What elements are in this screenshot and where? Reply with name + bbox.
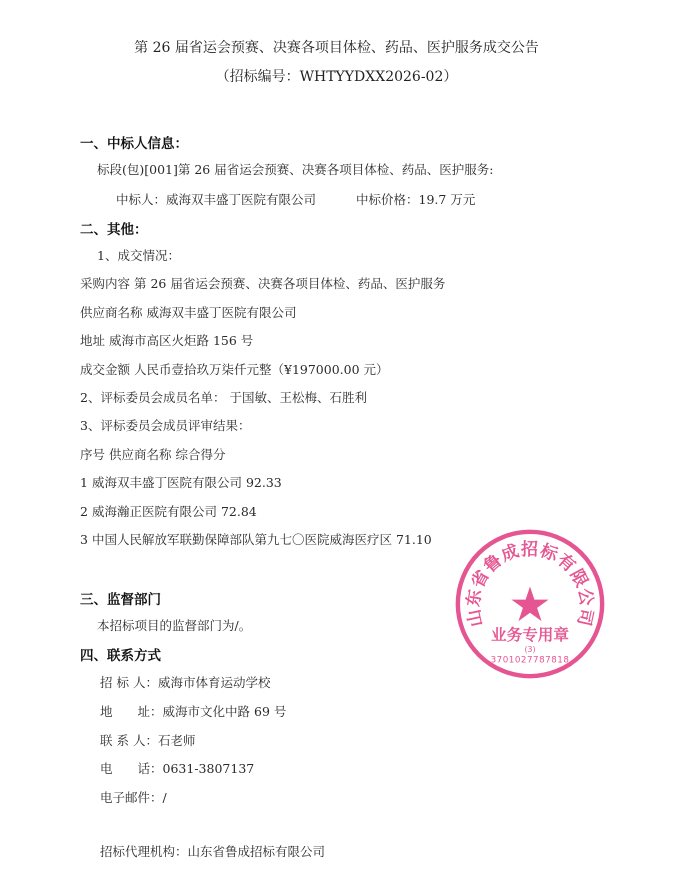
- supplier-address: 地址 威海市高区火炬路 156 号: [80, 333, 254, 348]
- table-row: 3 中国人民解放军联勤保障部队第九七〇医院威海医疗区 71.10: [80, 532, 432, 547]
- section1-heading: 一、中标人信息：: [80, 136, 188, 152]
- contact-phone: 电 话：0631-3807137: [100, 761, 255, 776]
- seal-subtext: 业务专用章: [491, 626, 569, 645]
- document-title: 第 26 届省运会预赛、决赛各项目体检、药品、医护服务成交公告: [134, 40, 539, 56]
- contact-address: 地 址：威海市文化中路 69 号: [100, 704, 287, 719]
- table-row: 2 威海瀚正医院有限公司 72.84: [80, 504, 257, 519]
- section3-heading: 三、监督部门: [80, 592, 161, 608]
- review-results-label: 3、评标委员会成员评审结果：: [80, 418, 251, 433]
- price-value: 19.7 万元: [418, 192, 476, 207]
- contact-email: 电子邮件：/: [100, 790, 167, 805]
- seal-arc-text: 山东省鲁成招标有限公司: [463, 539, 597, 629]
- contact-person: 联 系 人：石老师: [100, 733, 196, 748]
- official-seal: [452, 526, 608, 682]
- seal-number: 3701027787818: [490, 655, 570, 666]
- price-label: 中标价格：: [356, 192, 419, 207]
- agency-line: 招标代理机构：山东省鲁成招标有限公司: [100, 844, 326, 859]
- winner-row: [116, 190, 475, 208]
- deal-amount: 成交金额 人民币壹拾玖万柒仟元整（¥197000.00 元）: [80, 362, 389, 377]
- supervision-text: 本招标项目的监督部门为/。: [97, 618, 252, 633]
- winner-name: 威海双丰盛丁医院有限公司: [166, 192, 317, 207]
- supplier-name: 供应商名称 威海双丰盛丁医院有限公司: [80, 305, 297, 320]
- results-table-header: 序号 供应商名称 综合得分: [80, 447, 226, 462]
- committee-members: 2、评标委员会成员名单： 于国敏、王松梅、石胜利: [80, 390, 367, 405]
- lot-description: 标段(包)[001]第 26 届省运会预赛、决赛各项目体检、药品、医护服务:: [97, 162, 494, 177]
- section2-heading: 二、其他：: [80, 222, 148, 238]
- purchase-content: 采购内容 第 26 届省运会预赛、决赛各项目体检、药品、医护服务: [80, 276, 446, 291]
- seal-mark: (3): [524, 644, 536, 654]
- table-row: 1 威海双丰盛丁医院有限公司 92.33: [80, 475, 282, 490]
- tender-number: （招标编号：WHTYYDXX2026-02）: [215, 69, 458, 85]
- contact-tenderer: 招 标 人：威海市体育运动学校: [100, 675, 271, 690]
- winner-label: 中标人：: [116, 192, 167, 207]
- section4-heading: 四、联系方式: [80, 648, 161, 664]
- seal-star: [511, 586, 548, 621]
- deal-status-label: 1、成交情况：: [97, 248, 180, 263]
